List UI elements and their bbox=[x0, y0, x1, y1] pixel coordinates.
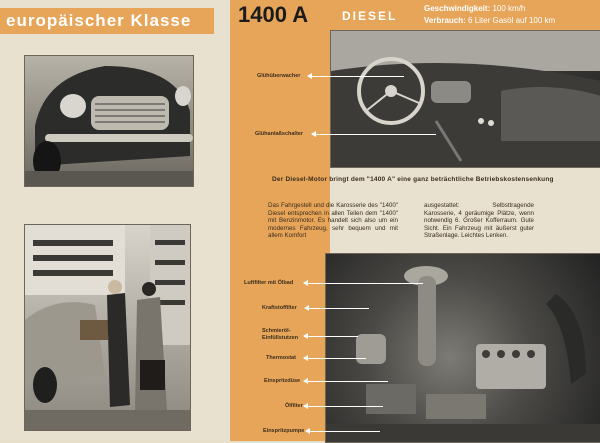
engine-photo bbox=[325, 253, 600, 443]
leader-line bbox=[308, 336, 358, 337]
leader-line bbox=[312, 76, 404, 77]
label-kraftstoffilter: Kraftstoffilter bbox=[262, 305, 297, 311]
body-paragraph-right: ausgestattet: Selbsttragende Karosserie, 4 geräumige Plätze, wenn notwendig 6. Großer Kofferraum. Gute Sicht. Ein Fahrzeug mit äußerst guter Straßenlage. Leichtes Lenken. bbox=[424, 202, 534, 239]
leader-line bbox=[308, 381, 388, 382]
car-front-photo bbox=[24, 55, 194, 187]
dashboard-illustration bbox=[331, 31, 600, 167]
label-gluehueberwacher: Glühüberwacher bbox=[257, 73, 301, 79]
leader-line bbox=[316, 134, 436, 135]
spec-list bbox=[424, 3, 555, 27]
label-einspritzpumpe: Einspritzpumpe bbox=[263, 428, 305, 434]
dashboard-photo bbox=[330, 30, 600, 168]
car-front-illustration bbox=[25, 56, 193, 186]
page-heading-left: europäischer Klasse bbox=[6, 11, 192, 30]
label-oelfilter: Ölfilter bbox=[285, 403, 303, 409]
spec-row: Verbrauch: 6 Liter Gasöl auf 100 km bbox=[424, 16, 556, 25]
model-title: 1400 A bbox=[238, 2, 309, 27]
leader-line bbox=[309, 308, 369, 309]
leader-line bbox=[308, 283, 423, 284]
label-thermostat: Thermostat bbox=[266, 355, 296, 361]
body-paragraph-left: Das Fahrgestell und die Karosserie des "1400" Diesel entsprechen in allen Teilen dem "1400" mit Benzinmotor. Es handelt sich also um ein modernes Fahrzeug, sehr bequem und mit allem Komfort bbox=[268, 202, 398, 239]
label-schmieroel: Schmieröl-Einfüllstutzen bbox=[262, 328, 299, 341]
label-luftfilter: Luftfilter mit Ölbad bbox=[244, 280, 294, 286]
spec-row: Geschwindigkeit: 100 km/h bbox=[424, 4, 526, 13]
street-scene-photo bbox=[24, 224, 191, 431]
leader-line bbox=[308, 406, 383, 407]
engine-type-label: DIESEL bbox=[342, 9, 398, 23]
dashboard-caption: Der Diesel-Motor bringt dem "1400 A" eine ganz beträchtliche Betriebskostensenkung bbox=[272, 176, 554, 183]
leader-line bbox=[308, 358, 366, 359]
label-einspritzduese: Einspritzdüse bbox=[264, 378, 301, 384]
label-gluehanlassschalter: Glühanlaßschalter bbox=[255, 131, 303, 137]
leader-line bbox=[310, 431, 380, 432]
couple-with-car-illustration bbox=[25, 225, 190, 430]
